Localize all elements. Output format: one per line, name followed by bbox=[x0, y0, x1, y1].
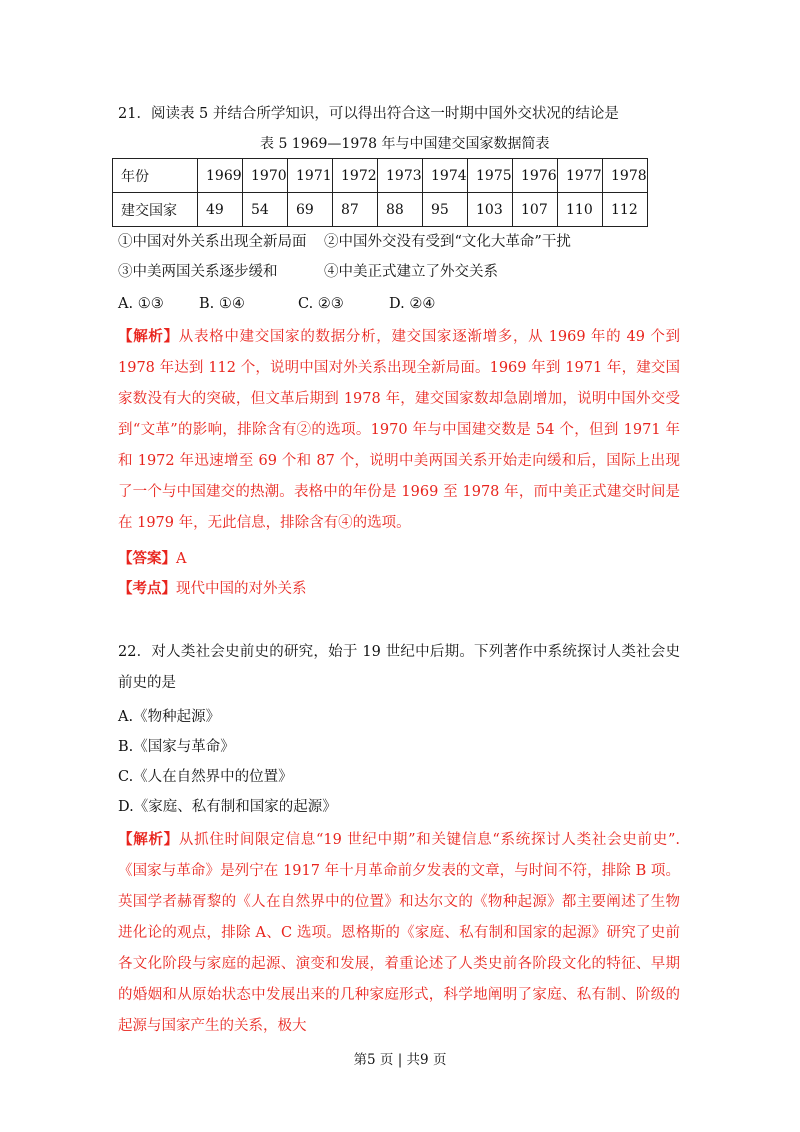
q21-stem: 21．阅读表 5 并结合所学知识，可以得出符合这一时期中国外交状况的结论是 bbox=[118, 106, 619, 122]
table-cell: 107 bbox=[513, 193, 558, 227]
analysis-text: 从抓住时间限定信息“19 世纪中期”和关键信息“系统探讨人类社会史前史”.《国家与革命》是列宁在 1917 年十月革命前夕发表的文章，与时间不符，排除 B 项。英国学者赫胥黎的《人在自然界中的位置》和达尔文的《物种起源》都主要阐述了生物进化论的观点，排除 A、C 选项。恩格斯的《家庭、私有制和国家的起源》研究了史前各文化阶段与家庭的起源、演变和发展，着重论述了人类史前各阶段文化的特征、早期的婚姻和从原始状态中发展出来的几种家庭形式，科学地阐明了家庭、私有制、阶级的起源与国家产生的关系，极大 bbox=[118, 832, 681, 1034]
statement-2: ②中国外交没有受到“文化大革命”干扰 bbox=[324, 234, 571, 250]
q21-option-a[interactable]: A. ①③ bbox=[118, 296, 164, 312]
q21-key-point bbox=[118, 579, 678, 599]
answer-tag: 【答案】 bbox=[118, 550, 176, 567]
table-cell: 69 bbox=[288, 193, 333, 227]
table-cell: 1974 bbox=[423, 159, 468, 193]
analysis-tag: 【解析】 bbox=[118, 831, 179, 848]
q22-analysis bbox=[118, 824, 680, 1042]
q21-option-b[interactable]: B. ①④ bbox=[199, 296, 245, 312]
statement-4: ④中美正式建立了外交关系 bbox=[324, 264, 498, 280]
table-cell: 1976 bbox=[513, 159, 558, 193]
table-cell: 1973 bbox=[378, 159, 423, 193]
table-cell: 54 bbox=[243, 193, 288, 227]
q22-option-b[interactable]: B.《国家与革命》 bbox=[118, 739, 235, 755]
table-cell: 1969 bbox=[198, 159, 243, 193]
q22-stem: 22．对人类社会史前史的研究，始于 19 世纪中后期。下列著作中系统探讨人类社会史前史的是 bbox=[118, 644, 680, 691]
table-cell: 1978 bbox=[603, 159, 648, 193]
table-caption: 表 5 1969—1978 年与中国建交国家数据简表 bbox=[260, 136, 550, 152]
q21-option-c[interactable]: C. ②③ bbox=[298, 296, 344, 312]
table-cell: 88 bbox=[378, 193, 423, 227]
table-cell: 1975 bbox=[468, 159, 513, 193]
diplomacy-data-table bbox=[112, 158, 648, 227]
table-cell: 1977 bbox=[558, 159, 603, 193]
table-cell: 110 bbox=[558, 193, 603, 227]
q21-option-d[interactable]: D. ②④ bbox=[389, 296, 436, 312]
statement-row-1 bbox=[118, 232, 678, 252]
table-cell: 112 bbox=[603, 193, 648, 227]
table-cell: 1970 bbox=[243, 159, 288, 193]
table-row-counts bbox=[113, 193, 648, 227]
table-row-years bbox=[113, 159, 648, 193]
key-point-tag: 【考点】 bbox=[118, 580, 176, 597]
q21-answer bbox=[118, 549, 678, 569]
q21-options bbox=[118, 294, 678, 314]
statement-1: ①中国对外关系出现全新局面 bbox=[118, 234, 307, 250]
statement-3: ③中美两国关系逐步缓和 bbox=[118, 264, 278, 280]
q22-option-d[interactable]: D.《家庭、私有制和国家的起源》 bbox=[118, 799, 337, 815]
q21-analysis bbox=[118, 321, 680, 539]
page-footer: 第5 页 | 共9 页 bbox=[353, 1052, 447, 1068]
table-cell: 103 bbox=[468, 193, 513, 227]
table-cell: 1972 bbox=[333, 159, 378, 193]
table-cell: 1971 bbox=[288, 159, 333, 193]
q22-option-a[interactable]: A.《物种起源》 bbox=[118, 709, 221, 725]
table-cell: 87 bbox=[333, 193, 378, 227]
analysis-text: 从表格中建交国家的数据分析，建交国家逐渐增多，从 1969 年的 49 个到 1978 年达到 112 个，说明中国对外关系出现全新局面。1969 年到 1971 年，建交国家数没有大的突破，但文革后期到 1978 年，建交国家数却急剧增加，说明中国外交受到“文革”的影响，排除含有②的选项。1970 年与中国建交数是 54 个，但到 1971 年和 1972 年迅速增至 69 个和 87 个，说明中美两国关系开始走向缓和后，国际上出现了一个与中国建交的热潮。表格中的年份是 1969 至 1978 年，而中美正式建交时间是在 1979 年，无此信息，排除含有④的选项。 bbox=[118, 329, 681, 531]
table-cell: 95 bbox=[423, 193, 468, 227]
answer-text: A bbox=[176, 551, 187, 567]
analysis-tag: 【解析】 bbox=[118, 328, 179, 345]
q22-option-c[interactable]: C.《人在自然界中的位置》 bbox=[118, 769, 293, 785]
table-header-countries: 建交国家 bbox=[113, 193, 198, 227]
table-cell: 49 bbox=[198, 193, 243, 227]
table-header-year: 年份 bbox=[113, 159, 198, 193]
statement-row-2 bbox=[118, 262, 678, 282]
key-point-text: 现代中国的对外关系 bbox=[176, 581, 307, 597]
